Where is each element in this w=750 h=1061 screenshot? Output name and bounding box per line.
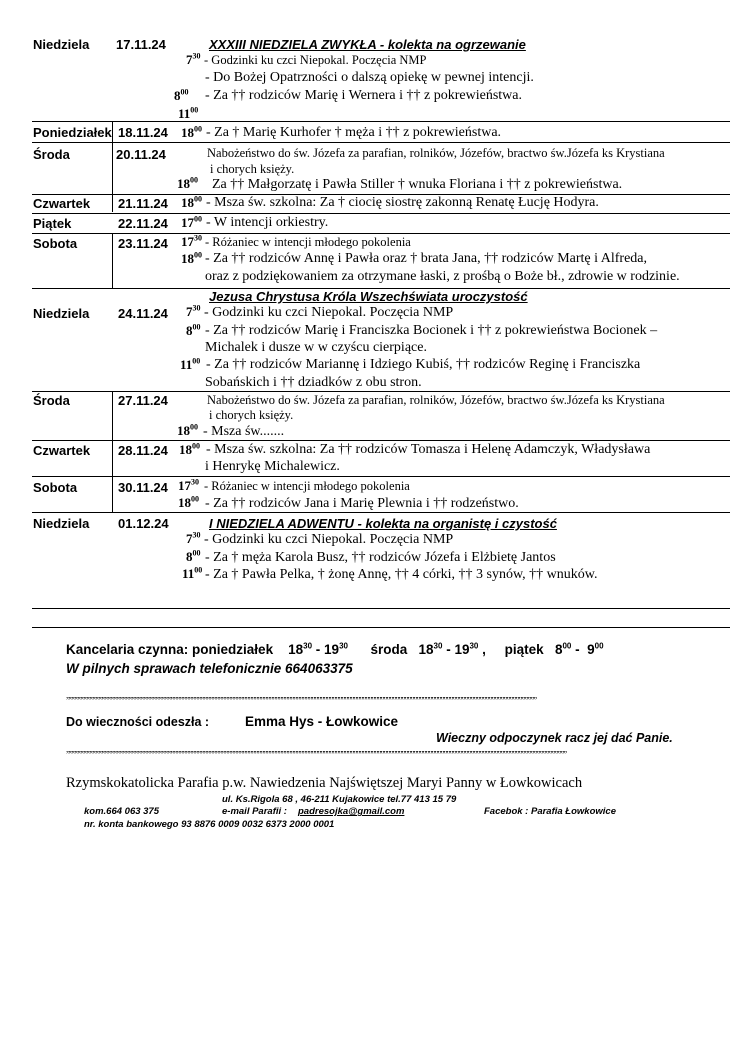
day-header: Jezusa Chrystusa Króla Wszechświata uroczystość: [209, 289, 528, 304]
intention-line: - Godzinki ku czci Niepokal. Poczęcia NMP: [204, 532, 454, 547]
day-name: Środa: [33, 393, 70, 408]
office-hours-line: Kancelaria czynna: poniedziałek $18^{30} - 19^{30}$ środa $18^{30} - 19^{30}$ , piątek $8^{00} - 9^{00}$: [66, 641, 604, 657]
intention-line: i Henrykę Michalewicz.: [205, 459, 340, 474]
mass-time: $7^{30}$: [186, 51, 201, 67]
intention-line: i chorych księży.: [210, 162, 295, 176]
date: 28.11.24: [118, 443, 168, 458]
intention-line: i chorych księży.: [209, 408, 294, 422]
intention-line: - Za †† rodziców Marię i Wernera i †† z pokrewieństwa.: [205, 88, 522, 103]
row-divider: [32, 627, 730, 628]
mass-time: $17^{30}$: [178, 477, 199, 493]
intention-line: - Msza św. szkolna: Za † ciocię siostrę zakonną Renatę Łucję Hodyra.: [206, 195, 599, 210]
mass-time: $8^{00}$: [174, 87, 189, 103]
row-divider: [32, 391, 730, 392]
intention-line: Nabożeństwo do św. Józefa za parafian, rolników, Józefów, bractwo św.Józefa ks Krystiana: [207, 146, 665, 160]
date: 17.11.24: [116, 37, 166, 52]
day-name: Niedziela: [33, 306, 90, 321]
intention-line: - Różaniec w intencji młodego pokolenia: [204, 479, 410, 493]
day-name: Sobota: [33, 236, 78, 251]
day-header: XXXIII NIEDZIELA ZWYKŁA - kolekta na ogrzewanie: [209, 37, 526, 52]
intention-line: - Do Bożej Opatrzności o dalszą opiekę w pewnej intencji.: [205, 70, 534, 85]
bank-account: nr. konta bankowego 93 8876 0009 0032 6373 2000 0001: [84, 819, 335, 830]
obituary-prayer: Wieczny odpoczynek racz jej dać Panie.: [436, 731, 673, 745]
intention-line: Sobańskich i †† dziadków z obu stron.: [205, 375, 422, 390]
intention-line: - Za † Pawła Pelka, † żonę Annę, †† 4 córki, †† 3 synów, †† wnuków.: [205, 567, 598, 582]
date: 21.11.24: [118, 196, 168, 211]
date: 24.11.24: [118, 306, 168, 321]
mass-time: $7^{30}$: [186, 303, 201, 319]
date: 30.11.24: [118, 480, 168, 495]
date: 23.11.24: [118, 236, 168, 251]
intention-line: - Msza św.......: [203, 424, 285, 439]
day-name: Piątek: [33, 216, 72, 231]
intention-line: Nabożeństwo do św. Józefa za parafian, rolników, Józefów, bractwo św.Józefa ks Krystiana: [207, 393, 665, 407]
date: 22.11.24: [118, 216, 168, 231]
facebook-label: Facebok : Parafia Łowkowice: [484, 806, 616, 817]
intention-line: - W intencji orkiestry.: [206, 215, 329, 230]
mass-time: $18^{00}$: [179, 441, 200, 457]
mass-time: $17^{00}$: [181, 214, 202, 230]
day-name: Środa: [33, 147, 70, 162]
intention-line: - Godzinki ku czci Niepokal. Poczęcia NMP: [204, 305, 454, 320]
row-divider: [32, 142, 730, 143]
intention-line: oraz z podziękowaniem za otrzymane łaski, z prośbą o Boże bł., zdrowie w rodzinie.: [205, 269, 680, 284]
mass-time: $18^{00}$: [181, 194, 202, 210]
mass-time: $11^{00}$: [180, 356, 201, 372]
intention-line: - Za †† rodziców Jana i Marię Plewnia i †† rodzeństwo.: [205, 496, 519, 511]
parish-mobile: kom.664 063 375: [84, 806, 160, 817]
row-divider: [32, 476, 730, 477]
obituary-name: Emma Hys - Łowkowice: [245, 714, 399, 729]
column-divider: [112, 121, 113, 212]
day-name: Niedziela: [33, 516, 90, 531]
mass-time: $8^{00}$: [186, 548, 201, 564]
intention-line: - Za † męża Karola Busz, †† rodziców Józefa i Elżbietę Jantos: [205, 550, 556, 565]
day-name: Czwartek: [33, 196, 91, 211]
column-divider: [112, 233, 113, 289]
separator-dots: „„„„„„„„„„„„„„„„„„„„„„„„„„„„„„„„„„„„„„„„„„„„„„„„„„„„„„„„„„„„„„„„„„„„„„„„„„„„„„„„„„„„„„„„„„„„„„„„„„„„„„„„„„„„„„„„„„„„„„„„„„„„„„„„„„„„„„„„„„„„„„„„„„„„„„„„„„„„„„„„„„„„„„„: [66, 744, 567, 754]
row-divider: [32, 121, 730, 122]
intention-line: Za †† Małgorzatę i Pawła Stiller † wnuka Floriana i †† z pokrewieństwa.: [212, 177, 623, 192]
mass-time: $8^{00}$: [186, 322, 201, 338]
day-name: Poniedziałek: [33, 125, 112, 140]
intention-line: - Godzinki ku czci Niepokal. Poczęcia NMP: [204, 53, 427, 67]
mass-time: $18^{00}$: [177, 175, 198, 191]
date: 27.11.24: [118, 393, 168, 408]
obituary-label: Do wieczności odeszła :: [66, 715, 210, 729]
email-label: e-mail Parafii :: [222, 806, 287, 817]
row-divider: [32, 608, 730, 609]
intention-line: - Za †† rodziców Annę i Pawła oraz † brata Jana, †† rodziców Martę i Alfreda,: [205, 251, 648, 266]
mass-time: $7^{30}$: [186, 530, 201, 546]
separator-dots: „„„„„„„„„„„„„„„„„„„„„„„„„„„„„„„„„„„„„„„„„„„„„„„„„„„„„„„„„„„„„„„„„„„„„„„„„„„„„„„„„„„„„„„„„„„„„„„„„„„„„„„„„„„„„„„„„„„„„„„„„„„„„„„„„„„„„„„„„„„„„„„„„„„„„„„„„„„„„: [66, 690, 537, 700]
date: 18.11.24: [118, 125, 168, 140]
day-header: I NIEDZIELA ADWENTU - kolekta na organistę i czystość: [209, 516, 557, 531]
row-divider: [32, 213, 730, 214]
parish-name: Rzymskokatolicka Parafia p.w. Nawiedzenia Najświętszej Maryi Panny w Łowkowicach: [66, 775, 583, 791]
parish-address: ul. Ks.Rigola 68 , 46-211 Kujakowice tel.77 413 15 79: [222, 794, 457, 805]
mass-time: $18^{00}$: [181, 124, 202, 140]
day-name: Czwartek: [33, 443, 91, 458]
intention-line: - Za †† rodziców Mariannę i Idziego Kubiś, †† rodziców Reginę i Franciszka: [206, 357, 641, 372]
mass-time: $11^{00}$: [182, 565, 203, 581]
intention-line: - Różaniec w intencji młodego pokolenia: [205, 235, 411, 249]
mass-time: $17^{30}$: [181, 233, 202, 249]
intention-line: - Za †† rodziców Marię i Franciszka Bocionek i †† z pokrewieństwa Bocionek –: [205, 323, 658, 338]
date: 01.12.24: [118, 516, 169, 531]
row-divider: [32, 440, 730, 441]
intention-line: - Za † Marię Kurhofer † męża i †† z pokrewieństwa.: [206, 125, 502, 140]
date: 20.11.24: [116, 147, 166, 162]
phone-note: W pilnych sprawach telefonicznie 664063375: [66, 661, 353, 676]
row-divider: [32, 233, 730, 234]
mass-time: $18^{00}$: [177, 422, 198, 438]
mass-time: $18^{00}$: [178, 494, 199, 510]
intention-line: Michalek i dusze w w czyścu cierpiące.: [205, 340, 427, 355]
mass-time: $18^{00}$: [181, 250, 202, 266]
intention-line: - Msza św. szkolna: Za †† rodziców Tomasza i Helenę Adamczyk, Władysława: [206, 442, 651, 457]
day-name: Niedziela: [33, 37, 90, 52]
column-divider: [112, 391, 113, 513]
day-name: Sobota: [33, 480, 78, 495]
row-divider: [32, 512, 730, 513]
email-link[interactable]: padresojka@gmail.com: [298, 806, 405, 817]
mass-time: $11^{00}$: [178, 105, 199, 121]
